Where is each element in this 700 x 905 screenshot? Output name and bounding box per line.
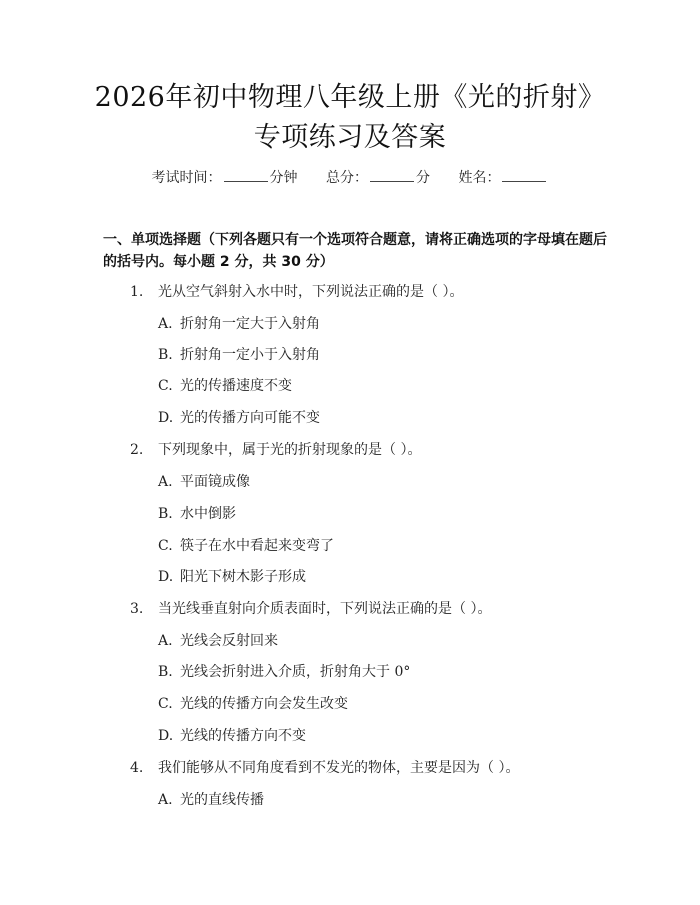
student-name-blank [502, 168, 546, 182]
document-title: 2026年初中物理八年级上册《光的折射》专项练习及答案 [94, 82, 606, 153]
option-2c [158, 536, 334, 556]
option-3b [158, 662, 410, 682]
option-label: A. [158, 316, 173, 332]
student-name-field [458, 170, 548, 186]
question-text: 我们能够从不同角度看到不发光的物体，主要是因为（ ）。 [158, 760, 520, 776]
exam-time-field [152, 170, 302, 186]
exam-time-blank [224, 168, 268, 182]
option-label: A. [158, 474, 173, 490]
question-4 [130, 758, 519, 778]
option-3c [158, 694, 348, 714]
option-text: 筷子在水中看起来变弯了 [180, 538, 334, 554]
option-3a [158, 631, 278, 651]
question-number: 1. [130, 284, 144, 300]
option-label: C. [158, 696, 173, 712]
option-text: 光的传播方向可能不变 [180, 410, 320, 426]
student-name-label: 姓名： [458, 170, 501, 186]
option-text: 光的传播速度不变 [180, 378, 292, 394]
option-label: A. [158, 633, 173, 649]
option-label: D. [158, 410, 174, 426]
total-score-label: 总分： [326, 170, 368, 186]
option-label: B. [158, 347, 173, 363]
option-text: 光线会反射回来 [180, 633, 278, 649]
option-text: 平面镜成像 [180, 474, 250, 490]
option-text: 折射角一定大于入射角 [180, 316, 320, 332]
option-label: A. [158, 792, 173, 808]
option-text: 光线的传播方向会发生改变 [180, 696, 348, 712]
option-text: 光的直线传播 [180, 792, 264, 808]
option-1b [158, 345, 320, 365]
total-score-field [326, 170, 434, 186]
option-3d [158, 726, 306, 746]
section-heading: 一、单项选择题（下列各题只有一个选项符合题意，请将正确选项的字母填在题后的括号内。每小题 2 分，共 30 分） [103, 232, 607, 270]
option-text: 水中倒影 [180, 506, 236, 522]
question-number: 3. [130, 601, 144, 617]
option-label: B. [158, 506, 173, 522]
option-4a [158, 790, 264, 810]
option-2a [158, 472, 250, 492]
question-3 [130, 599, 491, 619]
option-label: D. [158, 569, 174, 585]
exam-info-line [0, 168, 700, 188]
option-text: 阳光下树木影子形成 [180, 569, 306, 585]
option-label: C. [158, 378, 173, 394]
exam-time-unit: 分钟 [269, 170, 298, 186]
question-number: 2. [130, 442, 144, 458]
option-text: 折射角一定小于入射角 [180, 347, 320, 363]
option-1c [158, 376, 292, 396]
total-score-blank [370, 168, 414, 182]
option-text: 光线的传播方向不变 [180, 728, 306, 744]
exam-time-label: 考试时间： [151, 170, 222, 186]
option-2d [158, 567, 306, 587]
option-text: 光线会折射进入介质，折射角大于 0° [180, 664, 411, 680]
option-1d [158, 408, 320, 428]
question-1 [130, 282, 463, 302]
total-score-unit: 分 [416, 170, 430, 186]
question-text: 光从空气斜射入水中时，下列说法正确的是（ ）。 [158, 284, 464, 300]
question-text: 下列现象中，属于光的折射现象的是（ ）。 [158, 442, 422, 458]
question-number: 4. [130, 760, 144, 776]
question-text: 当光线垂直射向介质表面时，下列说法正确的是（ ）。 [158, 601, 492, 617]
option-label: D. [158, 728, 174, 744]
question-2 [130, 440, 421, 460]
option-label: B. [158, 664, 173, 680]
option-1a [158, 314, 320, 334]
option-label: C. [158, 538, 173, 554]
option-2b [158, 504, 236, 524]
